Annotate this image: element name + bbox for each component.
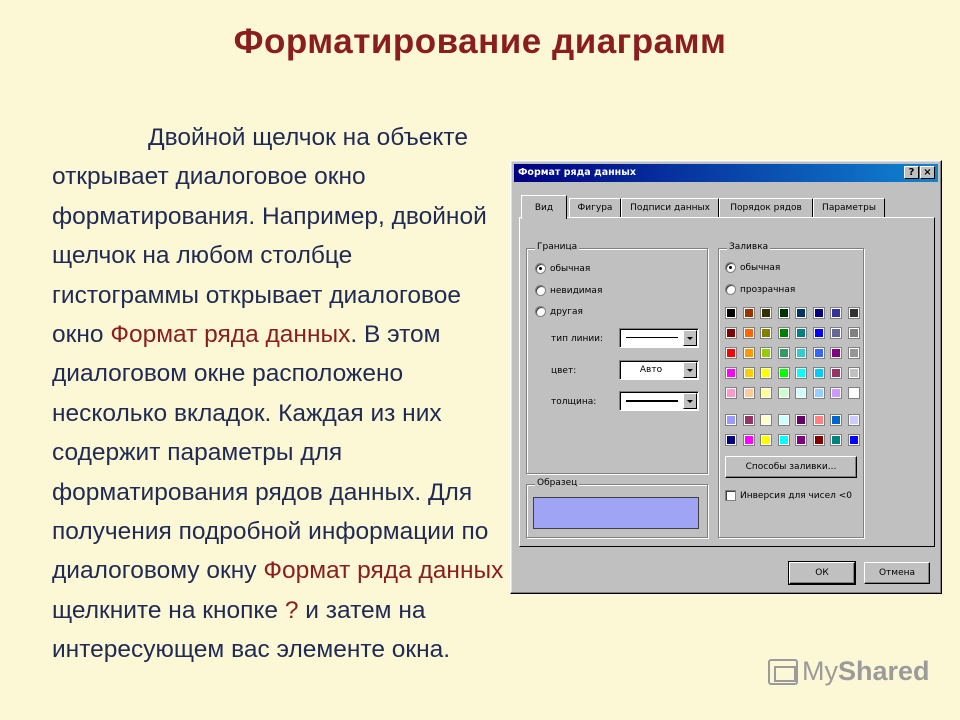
invert-if-negative-label: Инверсия для чисел <0 — [740, 490, 853, 501]
ok-button[interactable]: ОК — [789, 562, 855, 584]
fill-option-transparent[interactable] — [725, 284, 795, 295]
color-swatch[interactable] — [795, 414, 807, 426]
color-select[interactable] — [619, 360, 699, 380]
chevron-down-icon[interactable] — [683, 330, 697, 346]
radio-fill-transparent-label: прозрачная — [740, 284, 796, 295]
border-option-invisible[interactable] — [535, 285, 602, 296]
color-select-value: Авто — [639, 365, 663, 375]
color-swatch[interactable] — [795, 347, 807, 359]
sample-group — [526, 478, 708, 538]
chevron-down-icon[interactable] — [683, 362, 697, 378]
fill-effects-button[interactable]: Способы заливки... — [725, 456, 857, 478]
invert-if-negative-checkbox[interactable] — [725, 490, 736, 501]
border-option-custom[interactable] — [535, 306, 583, 317]
slide-title: Форматирование диаграмм — [233, 22, 727, 61]
color-swatch[interactable] — [830, 367, 842, 379]
dialog-title: Формат ряда данных — [518, 167, 636, 178]
color-swatch[interactable] — [830, 387, 842, 399]
radio-fill-transparent[interactable] — [725, 284, 736, 295]
color-swatch[interactable] — [760, 307, 772, 319]
color-swatch[interactable] — [760, 367, 772, 379]
radio-custom[interactable] — [535, 306, 546, 317]
color-swatch[interactable] — [725, 434, 737, 446]
color-swatch[interactable] — [795, 434, 807, 446]
color-swatch[interactable] — [813, 387, 825, 399]
color-swatch[interactable] — [778, 367, 790, 379]
color-swatch[interactable] — [848, 434, 860, 446]
border-group-label: Граница — [537, 242, 578, 252]
color-swatch[interactable] — [848, 414, 860, 426]
radio-fill-normal-label: обычная — [740, 262, 781, 273]
tab-panel-view — [519, 217, 935, 547]
color-swatch[interactable] — [813, 367, 825, 379]
color-swatch[interactable] — [743, 414, 755, 426]
fill-option-normal[interactable] — [725, 262, 780, 273]
color-swatch[interactable] — [743, 367, 755, 379]
color-swatch[interactable] — [725, 387, 737, 399]
close-button[interactable]: × — [920, 166, 935, 179]
radio-normal-label: обычная — [550, 263, 591, 274]
tab-shape[interactable]: Фигура — [569, 198, 621, 218]
color-swatch[interactable] — [743, 307, 755, 319]
fill-group — [718, 242, 864, 538]
tab-options[interactable]: Параметры — [813, 198, 885, 218]
border-group — [526, 242, 708, 474]
body-highlight-dialog-name: Формат ряда данных — [110, 321, 351, 349]
fill-group-label: Заливка — [729, 242, 769, 252]
color-swatch[interactable] — [743, 347, 755, 359]
watermark-text-light: My — [802, 656, 838, 686]
color-label: цвет: — [551, 366, 577, 376]
color-swatch[interactable] — [830, 434, 842, 446]
body-text-part-4: и затем на интересующем вас элементе окна. — [52, 596, 451, 664]
dialog-titlebar[interactable] — [514, 164, 938, 182]
color-swatch[interactable] — [813, 347, 825, 359]
color-swatch[interactable] — [778, 307, 790, 319]
sample-group-label: Образец — [537, 478, 578, 488]
color-swatch[interactable] — [778, 414, 790, 426]
color-swatch[interactable] — [725, 347, 737, 359]
cancel-button[interactable]: Отмена — [864, 562, 930, 584]
color-swatch[interactable] — [848, 387, 860, 399]
color-swatch[interactable] — [813, 307, 825, 319]
color-swatch[interactable] — [725, 414, 737, 426]
body-text-part-3: щелкните на кнопке — [52, 596, 285, 624]
radio-invisible-label: невидимая — [550, 285, 603, 296]
tab-series-order[interactable]: Порядок рядов — [719, 198, 813, 218]
tab-data-labels[interactable]: Подписи данных — [621, 198, 719, 218]
radio-fill-normal[interactable] — [725, 262, 736, 273]
color-swatch[interactable] — [848, 327, 860, 339]
color-swatch[interactable] — [743, 387, 755, 399]
watermark-logo — [768, 656, 930, 687]
color-swatch[interactable] — [778, 327, 790, 339]
border-option-normal[interactable] — [535, 263, 590, 274]
color-swatch[interactable] — [760, 414, 772, 426]
color-swatch[interactable] — [830, 327, 842, 339]
color-swatch[interactable] — [830, 307, 842, 319]
chevron-down-icon[interactable] — [683, 393, 697, 409]
color-swatch[interactable] — [848, 307, 860, 319]
color-swatch[interactable] — [813, 414, 825, 426]
color-swatch[interactable] — [778, 347, 790, 359]
body-highlight-dialog-name-2: Формат ряда данных — [263, 557, 504, 585]
body-text-part-2: . В этом диалоговом окне расположено несколько вкладок. Каждая из них содержит параметры для форматирования рядов данных. Для получения подробной информации по диалоговому окну — [52, 321, 489, 585]
color-swatch[interactable] — [795, 367, 807, 379]
color-swatch[interactable] — [848, 367, 860, 379]
color-swatch[interactable] — [795, 307, 807, 319]
weight-select[interactable] — [619, 391, 699, 411]
invert-if-negative[interactable] — [725, 490, 852, 501]
radio-custom-label: другая — [550, 306, 583, 317]
radio-normal[interactable] — [535, 263, 546, 274]
color-swatch[interactable] — [778, 387, 790, 399]
color-swatch[interactable] — [795, 387, 807, 399]
color-swatch[interactable] — [830, 347, 842, 359]
presentation-icon — [768, 659, 798, 685]
weight-label: толщина: — [551, 397, 597, 407]
tab-view[interactable]: Вид — [521, 195, 567, 219]
radio-invisible[interactable] — [535, 285, 546, 296]
body-highlight-question-mark: ? — [284, 596, 299, 624]
weight-preview — [626, 400, 678, 402]
watermark-text-bold: Shared — [838, 656, 930, 686]
line-type-preview — [626, 337, 678, 338]
sample-preview — [533, 497, 699, 529]
body-text-part-1: Двойной щелчок на объекте открывает диалоговое окно форматирования. Например, двойной щелчок на любом столбце гистограммы открывает диалоговое окно — [52, 124, 487, 349]
slide-body-text — [52, 118, 504, 670]
color-swatch[interactable] — [813, 327, 825, 339]
color-swatch[interactable] — [760, 387, 772, 399]
color-swatch[interactable] — [760, 327, 772, 339]
color-swatch[interactable] — [830, 414, 842, 426]
format-data-series-dialog — [510, 160, 942, 594]
color-swatch[interactable] — [725, 327, 737, 339]
color-swatch[interactable] — [848, 347, 860, 359]
line-type-label: тип линии: — [551, 334, 604, 344]
color-swatch[interactable] — [725, 367, 737, 379]
color-swatch[interactable] — [743, 434, 755, 446]
color-swatch[interactable] — [778, 434, 790, 446]
color-swatch[interactable] — [760, 434, 772, 446]
color-swatch[interactable] — [813, 434, 825, 446]
color-swatch[interactable] — [725, 307, 737, 319]
color-swatch[interactable] — [760, 347, 772, 359]
color-swatch[interactable] — [743, 327, 755, 339]
line-type-select[interactable] — [619, 328, 699, 348]
color-swatch[interactable] — [795, 327, 807, 339]
help-button[interactable]: ? — [904, 166, 919, 179]
